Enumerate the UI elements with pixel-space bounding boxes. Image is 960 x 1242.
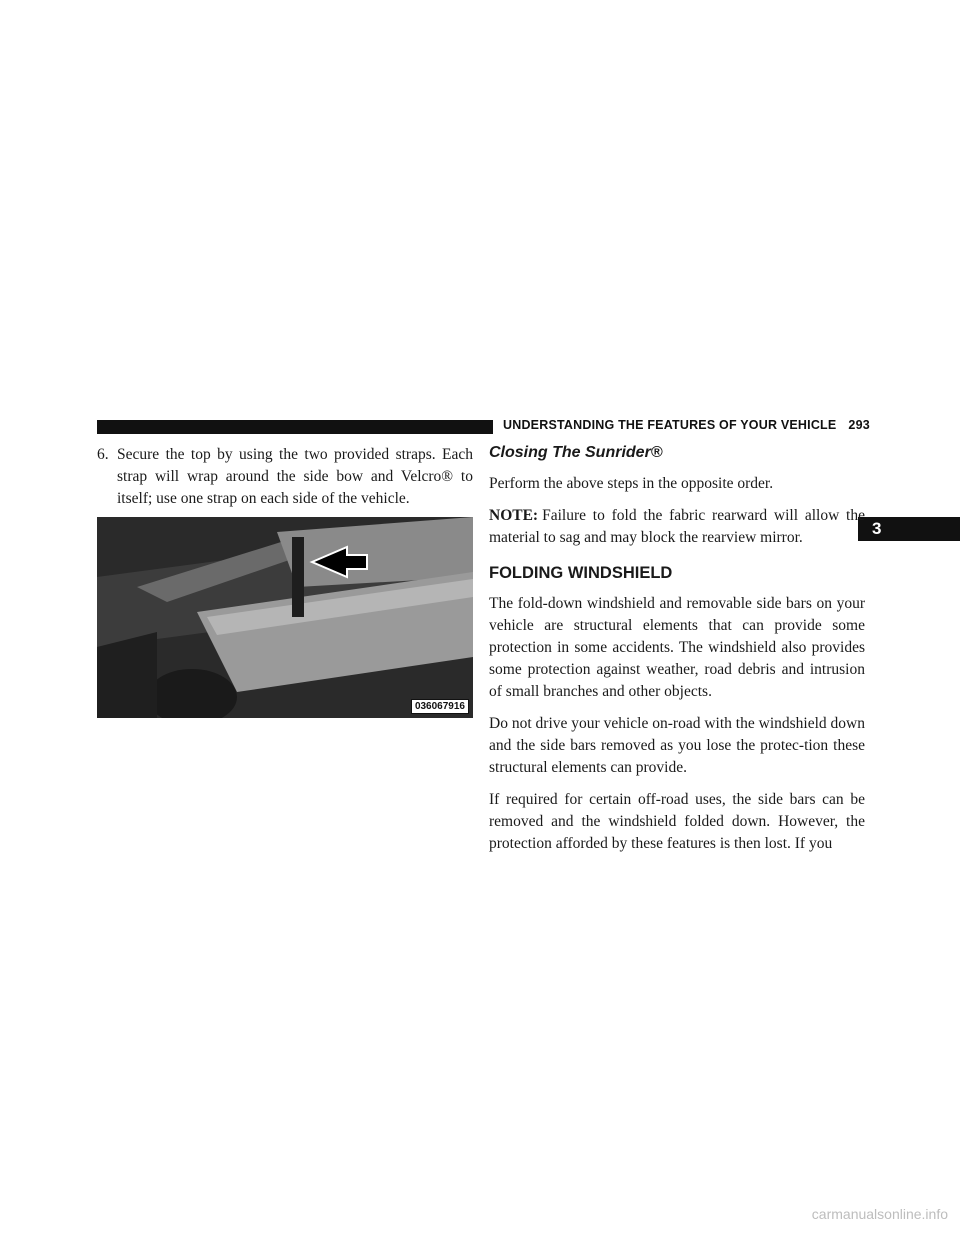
step-text: Secure the top by using the two provided straps. Each strap will wrap around the side bow and Velcro® to itself; use one strap on each side of the vehicle. bbox=[117, 446, 473, 507]
header-title: UNDERSTANDING THE FEATURES OF YOUR VEHICLE bbox=[503, 418, 837, 432]
header-bar bbox=[97, 420, 493, 434]
right-column bbox=[489, 443, 865, 865]
left-column bbox=[97, 444, 473, 510]
folding-heading: FOLDING WINDSHIELD bbox=[489, 564, 673, 582]
figure-id: 036067916 bbox=[411, 699, 469, 714]
chapter-tab: 3 bbox=[858, 517, 960, 541]
note-text: Failure to fold the fabric rearward will allow the material to sag and may block the rearview mirror. bbox=[489, 507, 865, 546]
step-6 bbox=[97, 444, 473, 510]
paragraph-1: The fold-down windshield and removable side bars on your vehicle are structural elements that can provide some protection in some accidents. The windshield also provides some protection against weather, road debris and intrusion of small branches and other objects. bbox=[489, 595, 865, 700]
paragraph-2: Do not drive your vehicle on-road with the windshield down and the side bars removed as you lose the protec-tion these structural elements can provide. bbox=[489, 715, 865, 776]
page-number: 293 bbox=[848, 418, 870, 432]
note-label: NOTE: bbox=[489, 507, 539, 524]
note bbox=[489, 505, 865, 549]
strap-illustration bbox=[97, 517, 473, 718]
closing-heading: Closing The Sunrider® bbox=[489, 444, 663, 461]
strap-illustration-graphic bbox=[97, 517, 473, 718]
closing-text: Perform the above steps in the opposite order. bbox=[489, 475, 774, 492]
running-header bbox=[503, 418, 870, 432]
step-number: 6. bbox=[97, 446, 109, 463]
paragraph-3: If required for certain off-road uses, the side bars can be removed and the windshield folded down. However, the protection afforded by these features is then lost. If you bbox=[489, 791, 865, 852]
footer-url[interactable]: carmanualsonline.info bbox=[811, 1206, 948, 1222]
